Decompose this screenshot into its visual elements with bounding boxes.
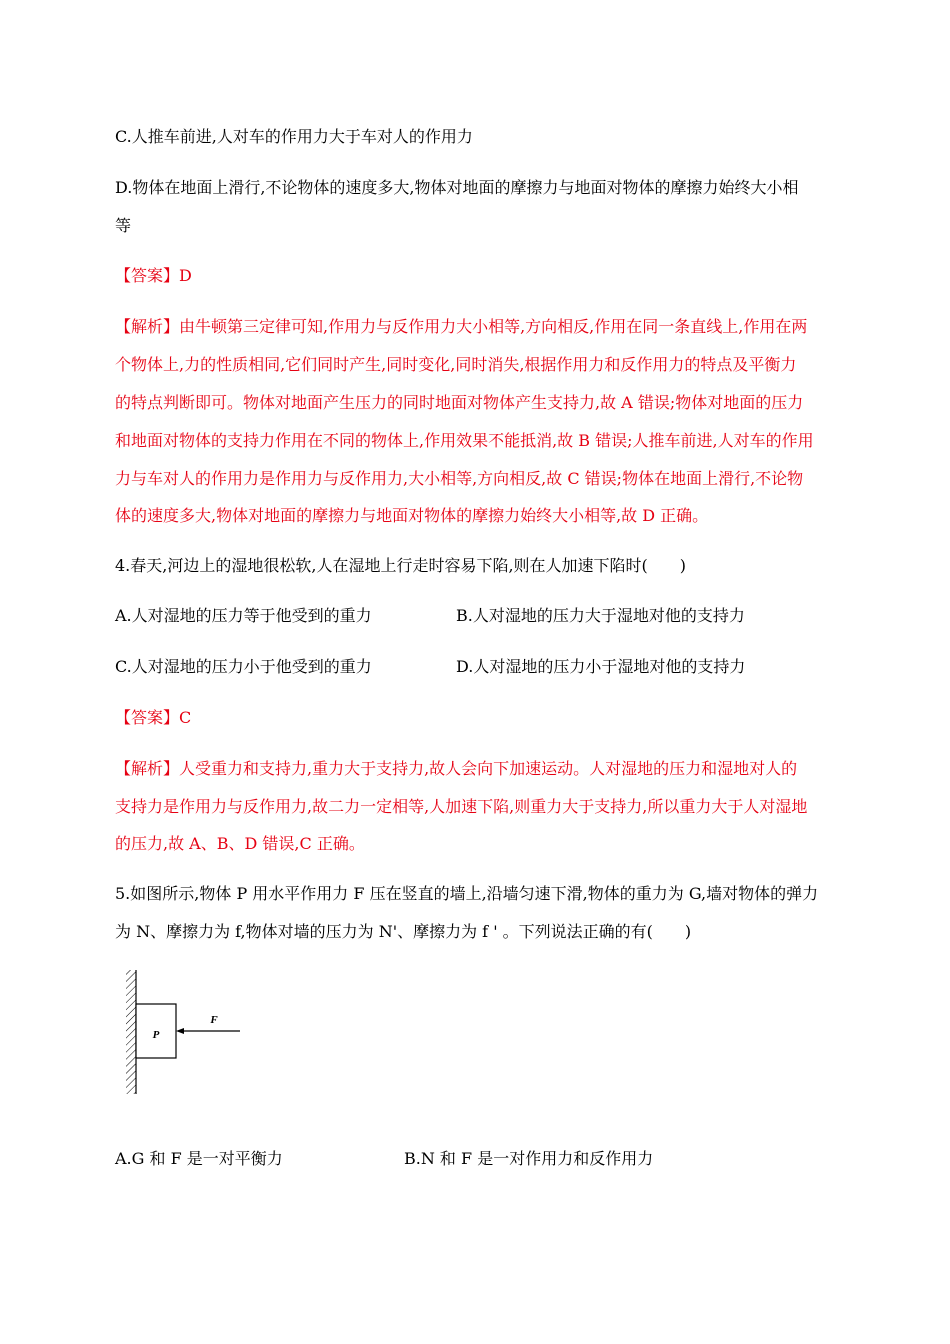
q4-analysis-line: 的压力,故 A、B、D 错误,C 正确。 (115, 834, 365, 853)
q3-analysis-line: 的特点判断即可。物体对地面产生压力的同时地面对物体产生支持力,故 A 错误;物体对地面的压力 (115, 393, 804, 412)
block-p-label: P (152, 1029, 160, 1041)
wall-block-force-figure (118, 968, 248, 1098)
q4-stem: 4.春天,河边上的湿地很松软,人在湿地上行走时容易下陷,则在人加速下陷时( ) (115, 556, 687, 575)
q3-answer: 【答案】D (115, 266, 192, 285)
q4-option-b: B.人对湿地的压力大于湿地对他的支持力 (456, 606, 745, 625)
q4-option-a: A.人对湿地的压力等于他受到的重力 (115, 606, 372, 625)
q3-analysis-line: 力与车对人的作用力是作用力与反作用力,大小相等,方向相反,故 C 错误;物体在地面上滑行,不论物 (115, 469, 804, 488)
force-f-label: F (210, 1014, 218, 1026)
q5-option-b: B.N 和 F 是一对作用力和反作用力 (404, 1149, 654, 1168)
q3-analysis-line: 个物体上,力的性质相同,它们同时产生,同时变化,同时消失,根据作用力和反作用力的特点及平衡力 (115, 355, 797, 374)
wall-hatching (126, 970, 136, 1094)
q3-analysis-line: 体的速度多大,物体对地面的摩擦力与地面对物体的摩擦力始终大小相等,故 D 正确。 (115, 506, 709, 525)
q4-answer: 【答案】C (115, 708, 192, 727)
q5-stem-line1: 5.如图所示,物体 P 用水平作用力 F 压在竖直的墙上,沿墙匀速下滑,物体的重力为 G,墙对物体的弹力 (115, 884, 819, 903)
q5-option-a: A.G 和 F 是一对平衡力 (115, 1149, 283, 1168)
q3-analysis-line: 和地面对物体的支持力作用在不同的物体上,作用效果不能抵消,故 B 错误;人推车前进,人对车的作用 (115, 431, 814, 450)
q4-analysis-line: 【解析】人受重力和支持力,重力大于支持力,故人会向下加速运动。人对湿地的压力和湿地对人的 (115, 759, 798, 778)
q4-option-d: D.人对湿地的压力小于湿地对他的支持力 (456, 657, 746, 676)
q3-option-d-line1: D.物体在地面上滑行,不论物体的速度多大,物体对地面的摩擦力与地面对物体的摩擦力始终大小相 (115, 178, 799, 197)
q3-analysis-line: 【解析】由牛顿第三定律可知,作用力与反作用力大小相等,方向相反,作用在同一条直线上,作用在两 (115, 317, 808, 336)
force-arrow-head (176, 1028, 184, 1034)
q3-option-c: C.人推车前进,人对车的作用力大于车对人的作用力 (115, 127, 473, 146)
q4-option-c: C.人对湿地的压力小于他受到的重力 (115, 657, 372, 676)
q5-stem-line2: 为 N、摩擦力为 f,物体对墙的压力为 N'、摩擦力为 f ' 。下列说法正确的有( ) (115, 922, 692, 941)
q4-analysis-line: 支持力是作用力与反作用力,故二力一定相等,人加速下陷,则重力大于支持力,所以重力大于人对湿地 (115, 797, 808, 816)
q3-option-d-line2: 等 (115, 216, 132, 235)
